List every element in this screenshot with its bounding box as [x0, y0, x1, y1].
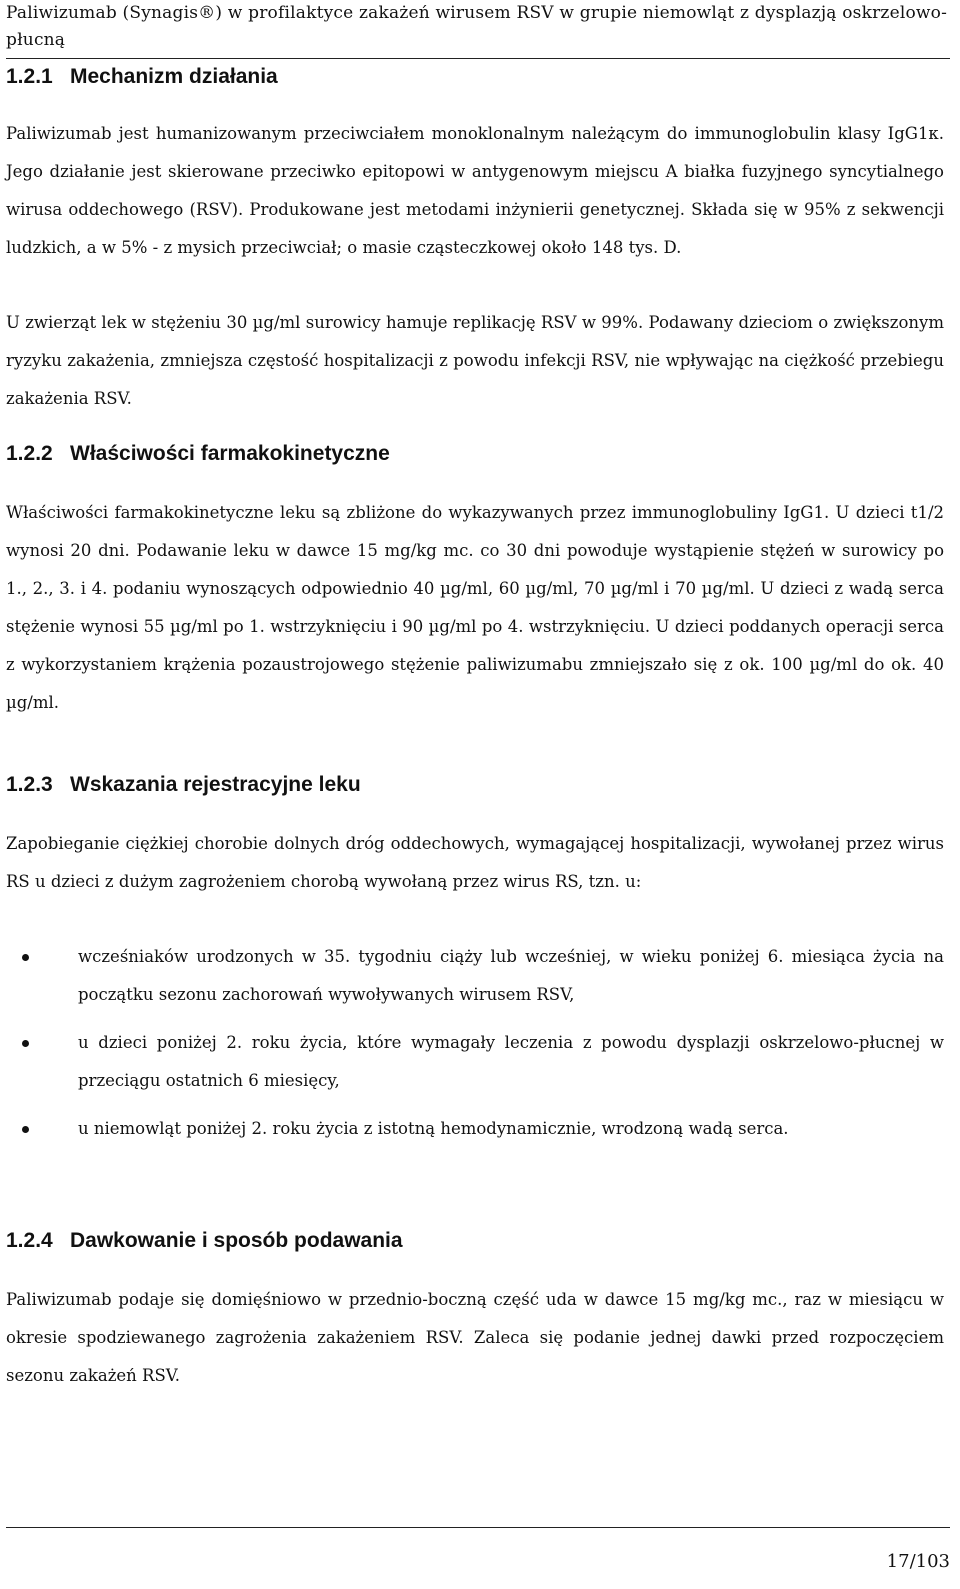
section-title: Wskazania rejestracyjne leku	[70, 773, 361, 796]
paragraph-dosage: Paliwizumab podaje się domięśniowo w przednio-boczną część uda w dawce 15 mg/kg mc., raz w miesiącu w okresie spodziewanego zagrożenia zakażeniem RSV. Zaleca się podanie jednej dawki przed rozpoczęciem sezonu zakażeń RSV.	[6, 1290, 944, 1385]
list-item-text: u dzieci poniżej 2. roku życia, które wymagały leczenia z powodu dysplazji oskrzelowo-płucnej w przeciągu ostatnich 6 miesięcy,	[78, 1033, 944, 1090]
paragraph-pharmacokinetics: Właściwości farmakokinetyczne leku są zbliżone do wykazywanych przez immunoglobuliny IgG1. U dzieci t1/2 wynosi 20 dni. Podawanie leku w dawce 15 mg/kg mc. co 30 dni powoduje wystąpienie stężeń w surowicy po 1., 2., 3. i 4. podaniu wynoszących odpowiednio 40 µg/ml, 60 µg/ml, 70 µg/ml i 70 µg/ml. U dzieci z wadą serca stężenie wynosi 55 µg/ml po 1. wstrzyknięciu i 90 µg/ml po 4. wstrzyknięciu. U dzieci poddanych operacji serca z wykorzystaniem krążenia pozaustrojowego stężenie paliwizumabu zmniejszało się z ok. 100 µg/ml do ok. 40 µg/ml.	[6, 503, 944, 712]
section-heading-mechanism	[6, 63, 278, 91]
footer-divider	[6, 1527, 950, 1528]
list-item	[6, 1024, 944, 1100]
bullet-icon	[22, 954, 29, 961]
section-number: 1.2.3	[6, 773, 53, 796]
section-heading-indications	[6, 771, 361, 799]
section-number: 1.2.2	[6, 442, 53, 465]
section-heading-pharmacokinetics	[6, 440, 390, 468]
list-item	[6, 1110, 944, 1148]
header-divider	[6, 58, 950, 59]
indications-list	[6, 938, 944, 1158]
section-title: Właściwości farmakokinetyczne	[70, 442, 390, 465]
bullet-icon	[22, 1040, 29, 1047]
section-number: 1.2.4	[6, 1229, 53, 1252]
section-title: Mechanizm działania	[70, 65, 278, 88]
list-item-text: u niemowląt poniżej 2. roku życia z istotną hemodynamicznie, wrodzoną wadą serca.	[78, 1119, 789, 1138]
section-heading-dosage	[6, 1227, 403, 1255]
paragraph-mechanism-1: Paliwizumab jest humanizowanym przeciwciałem monoklonalnym należącym do immunoglobulin klasy IgG1κ. Jego działanie jest skierowane przeciwko epitopowi w antygenowym miejscu A białka fuzyjnego syncytialnego wirusa oddechowego (RSV). Produkowane jest metodami inżynierii genetycznej. Składa się w 95% z sekwencji ludzkich, a w 5% - z mysich przeciwciał; o masie cząsteczkowej około 148 tys. D.	[6, 124, 944, 257]
list-item-text: wcześniaków urodzonych w 35. tygodniu ciąży lub wcześniej, w wieku poniżej 6. miesiąca życia na początku sezonu zachorowań wywoływanych wirusem RSV,	[78, 947, 944, 1004]
running-header: Paliwizumab (Synagis®) w profilaktyce zakażeń wirusem RSV w grupie niemowląt z dysplazją oskrzelowo-płucną	[6, 3, 948, 50]
paragraph-indications: Zapobieganie ciężkiej chorobie dolnych dróg oddechowych, wymagającej hospitalizacji, wywołanej przez wirus RS u dzieci z dużym zagrożeniem chorobą wywołaną przez wirus RS, tzn. u:	[6, 834, 944, 891]
page-number: 17/103	[886, 1551, 950, 1572]
paragraph-mechanism-2: U zwierząt lek w stężeniu 30 µg/ml surowicy hamuje replikację RSV w 99%. Podawany dzieciom o zwiększonym ryzyku zakażenia, zmniejsza częstość hospitalizacji z powodu infekcji RSV, nie wpływając na ciężkość przebiegu zakażenia RSV.	[6, 313, 944, 408]
bullet-icon	[22, 1126, 29, 1133]
list-item	[6, 938, 944, 1014]
section-title: Dawkowanie i sposób podawania	[70, 1229, 403, 1252]
section-number: 1.2.1	[6, 65, 53, 88]
